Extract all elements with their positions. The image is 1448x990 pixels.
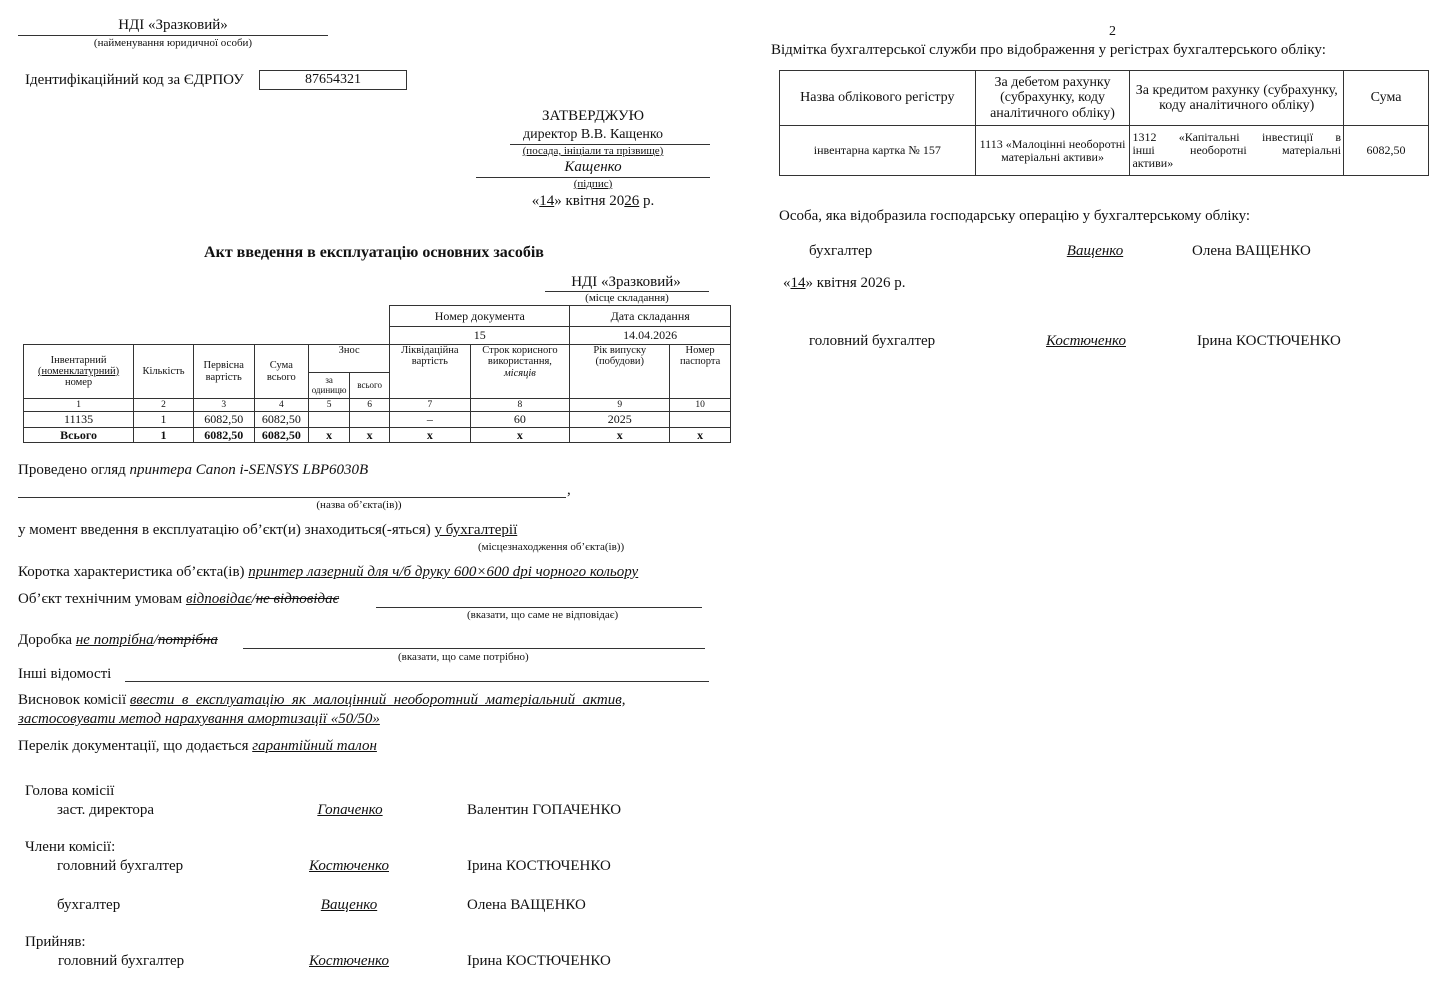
empty-cell — [24, 306, 390, 327]
column-numbers-row — [24, 399, 731, 412]
approval-signature: Кащенко — [564, 159, 622, 175]
member1-signature: Костюченко — [309, 858, 389, 874]
approval-signature-caption: (підпис) — [573, 178, 613, 190]
doc-value-row — [24, 327, 731, 345]
rework-underline — [243, 648, 705, 649]
col-quantity: Кількість — [134, 345, 194, 399]
approval-person-caption: (посада, ініціали та прізвище) — [522, 145, 664, 157]
accepted-position: головний бухгалтер — [58, 953, 185, 969]
accepted-label: Прийняв: — [25, 934, 86, 950]
total-total: 6082,50 — [254, 428, 309, 443]
accounting-table — [779, 70, 1429, 176]
col-passport: Номер паспорта — [670, 345, 731, 399]
edrpou-value: 87654321 — [259, 70, 407, 90]
commission-head-label: Голова комісії — [25, 783, 115, 799]
col-sum: Сума — [1344, 71, 1429, 126]
approval-title: ЗАТВЕРДЖУЮ — [541, 108, 645, 124]
cell-debit: 1113 «Малоцінні необоротні матеріальні активи» — [975, 126, 1130, 176]
col-number: 9 — [570, 399, 670, 412]
cell-useful-life: 60 — [470, 412, 570, 428]
other-info-label: Інші відомості — [18, 666, 112, 682]
doc-date-header: Дата складання — [570, 306, 731, 327]
member2-name: Олена ВАЩЕНКО — [467, 897, 586, 913]
cell-initial: 6082,50 — [193, 412, 254, 428]
col-number: 2 — [134, 399, 194, 412]
act-title: Акт введення в експлуатацію основних засобів — [204, 244, 544, 261]
act-place-caption: (місце складання) — [585, 292, 669, 304]
member2-position: бухгалтер — [57, 897, 121, 913]
empty-cell — [24, 327, 390, 345]
org-name: НДІ «Зразковий» — [118, 17, 228, 33]
commission-head-name: Валентин ГОПАЧЕНКО — [467, 802, 622, 818]
cell-liquidation: – — [390, 412, 470, 428]
chief-signature: Костюченко — [1046, 333, 1126, 349]
credit-line: інші необоротні матеріальні — [1132, 143, 1342, 158]
documents-line: Перелік документації, що додається гарантійний талон — [18, 738, 377, 754]
tech-conditions-line: Об’єкт технічним умовам відповідає/не відповідає — [18, 591, 340, 607]
accounting-header-row — [780, 71, 1429, 126]
total-liquidation: x — [390, 428, 470, 443]
accounting-note-title: Відмітка бухгалтерської служби про відображення у регістрах бухгалтерського обліку: — [771, 42, 1326, 58]
cell-total: 6082,50 — [254, 412, 309, 428]
responsible-person-label: Особа, яка відобразила господарську операцію у бухгалтерському обліку: — [779, 208, 1251, 224]
cell-register: інвентарна картка № 157 — [780, 126, 976, 176]
approval-date: «14» квітня 2026 р. — [531, 193, 655, 209]
col-wear: Знос — [309, 345, 390, 373]
col-wear-total: всього — [350, 373, 390, 399]
tech-conditions-caption: (вказати, що саме не відповідає) — [467, 609, 619, 621]
cell-quantity: 1 — [134, 412, 194, 428]
doc-date: 14.04.2026 — [570, 327, 731, 345]
table-row — [24, 412, 731, 428]
col-inventory: Інвентарний (номенклатурний) номер — [24, 345, 134, 399]
credit-line: 1312 «Капітальні інвестиції в — [1132, 130, 1342, 145]
total-label: Всього — [24, 428, 134, 443]
cell-wear-total — [350, 412, 390, 428]
edrpou-label: Ідентифікаційний код за ЄДРПОУ — [25, 72, 244, 88]
location-caption: (місцезнаходження об’єкта(ів)) — [478, 541, 625, 553]
col-number: 8 — [470, 399, 570, 412]
cell-year: 2025 — [570, 412, 670, 428]
col-wear-unit: за одиницю — [309, 373, 350, 399]
cell-passport — [670, 412, 731, 428]
col-debit: За дебетом рахунку (субрахунку, коду аналітичного обліку) — [975, 71, 1130, 126]
total-year: x — [570, 428, 670, 443]
tech-conditions-underline — [376, 607, 702, 608]
col-register: Назва облікового регістру — [780, 71, 976, 126]
act-place: НДІ «Зразковий» — [571, 274, 681, 290]
col-number: 1 — [24, 399, 134, 412]
doc-number: 15 — [390, 327, 570, 345]
accepted-signature: Костюченко — [309, 953, 389, 969]
inspection-underline — [18, 497, 566, 498]
header-row-1 — [24, 345, 731, 373]
member1-position: головний бухгалтер — [57, 858, 184, 874]
inspection-line: Проведено огляд принтера Canon i-SENSYS LBP6030B — [18, 462, 369, 478]
inspection-comma: , — [567, 482, 571, 498]
total-wear-total: x — [350, 428, 390, 443]
col-useful-life: Строк корисного використання, місяців — [470, 345, 570, 399]
inspection-caption: (назва об’єкта(ів)) — [316, 499, 402, 511]
other-info-underline — [125, 681, 709, 682]
accountant-name: Олена ВАЩЕНКО — [1192, 243, 1311, 259]
accountant-signature: Ващенко — [1066, 243, 1124, 259]
table-row — [780, 126, 1429, 176]
main-table — [23, 305, 731, 443]
col-total-sum: Сума всього — [254, 345, 309, 399]
total-initial: 6082,50 — [193, 428, 254, 443]
cell-wear-unit — [309, 412, 350, 428]
accepted-name: Ірина КОСТЮЧЕНКО — [467, 953, 611, 969]
cell-credit — [1130, 126, 1344, 176]
page2-date: «14» квітня 2026 р. — [783, 275, 906, 291]
cell-sum: 6082,50 — [1344, 126, 1429, 176]
col-initial: Первісна вартість — [193, 345, 254, 399]
conclusion-line-2: застосовувати метод нарахування амортизації «50/50» — [18, 711, 380, 727]
accountant-position: бухгалтер — [809, 243, 873, 259]
col-liquidation: Ліквідаційна вартість — [390, 345, 470, 399]
col-year: Рік випуску (побудови) — [570, 345, 670, 399]
cell-inventory: 11135 — [24, 412, 134, 428]
doc-number-header: Номер документа — [390, 306, 570, 327]
org-name-caption: (найменування юридичної особи) — [93, 37, 253, 49]
chief-position: головний бухгалтер — [809, 333, 936, 349]
org-name-line — [18, 35, 328, 36]
total-passport: x — [670, 428, 731, 443]
rework-line: Доробка не потрібна/потрібна — [18, 632, 218, 648]
conclusion-line-1: Висновок комісії ввести в експлуатацію як малоцінний необоротний матеріальний актив, — [18, 692, 626, 708]
col-number: 4 — [254, 399, 309, 412]
member2-signature: Ващенко — [320, 897, 378, 913]
col-number: 3 — [193, 399, 254, 412]
total-quantity: 1 — [134, 428, 194, 443]
short-description-line: Коротка характеристика об’єкта(ів) принтер лазерний для ч/б друку 600×600 dpi чорного кольору — [18, 564, 639, 580]
commission-head-position: заст. директора — [57, 802, 155, 818]
rework-caption: (вказати, що саме потрібно) — [398, 651, 529, 663]
member1-name: Ірина КОСТЮЧЕНКО — [467, 858, 611, 874]
total-row — [24, 428, 731, 443]
credit-line: активи» — [1132, 155, 1174, 170]
commission-head-signature: Гопаченко — [317, 802, 383, 818]
commission-members-label: Члени комісії: — [25, 839, 116, 855]
col-number: 6 — [350, 399, 390, 412]
location-line: у момент введення в експлуатацію об’єкт(и) знаходиться(-яться) у бухгалтерії — [18, 522, 518, 538]
total-useful-life: x — [470, 428, 570, 443]
page-number: 2 — [1109, 24, 1116, 39]
col-credit: За кредитом рахунку (субрахунку, коду аналітичного обліку) — [1130, 71, 1344, 126]
col-number: 5 — [309, 399, 350, 412]
doc-header-row — [24, 306, 731, 327]
chief-name: Ірина КОСТЮЧЕНКО — [1197, 333, 1341, 349]
total-wear-unit: x — [309, 428, 350, 443]
col-number: 10 — [670, 399, 731, 412]
approval-person: директор В.В. Кащенко — [523, 127, 663, 142]
col-number: 7 — [390, 399, 470, 412]
